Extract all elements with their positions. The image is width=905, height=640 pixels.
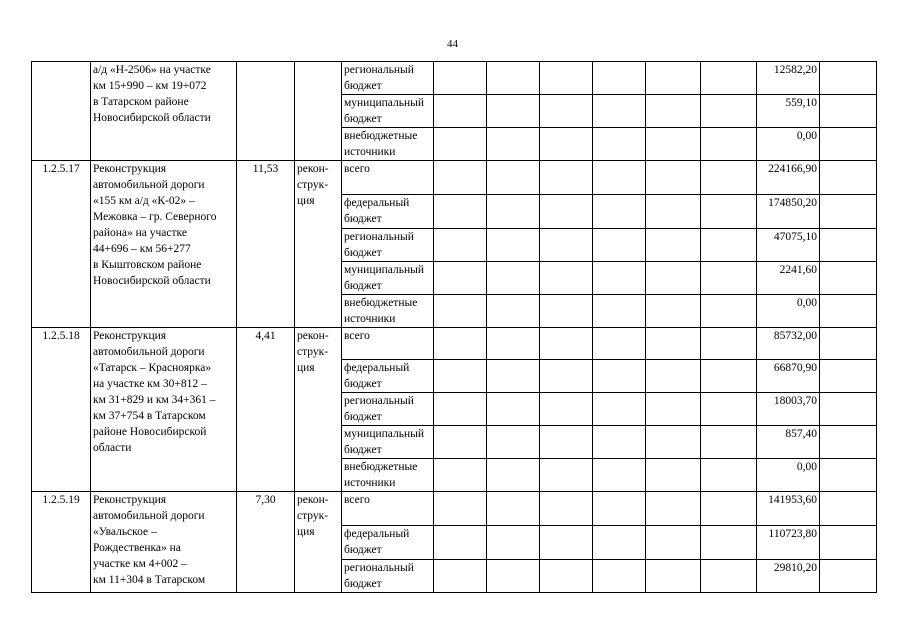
- amount-total: 85732,00: [757, 328, 820, 360]
- empty-cell: [646, 492, 701, 526]
- project-name: Реконструкция автомобильной дороги «Татарск – Красноярка» на участке км 30+812 – км 31+829 и км 34+361 – км 37+754 в Татарском районе Новосибирской области: [91, 328, 237, 492]
- empty-cell: [540, 161, 593, 195]
- empty-cell: [540, 426, 593, 459]
- funding-source: региональный бюджет: [342, 560, 434, 593]
- empty-cell: [593, 262, 646, 295]
- project-name: Реконструкция автомобильной дороги «Увальское – Рождественка» на участке км 4+002 – км 11+304 в Татарском: [91, 492, 237, 593]
- empty-cell: [820, 459, 877, 492]
- empty-cell: [593, 328, 646, 360]
- funding-source: федеральный бюджет: [342, 526, 434, 560]
- empty-cell: [434, 492, 487, 526]
- empty-cell: [593, 195, 646, 229]
- empty-cell: [487, 262, 540, 295]
- empty-cell: [487, 295, 540, 328]
- empty-cell: [701, 360, 757, 393]
- empty-cell: [434, 295, 487, 328]
- empty-cell: [701, 295, 757, 328]
- empty-cell: [487, 62, 540, 95]
- empty-cell: [434, 195, 487, 229]
- empty-cell: [701, 262, 757, 295]
- empty-cell: [820, 195, 877, 229]
- empty-cell: [540, 195, 593, 229]
- work-type: рекон- струк- ция: [295, 492, 342, 593]
- empty-cell: [540, 459, 593, 492]
- funding-source: всего: [342, 161, 434, 195]
- amount-total: 2241,60: [757, 262, 820, 295]
- amount-total: 29810,20: [757, 560, 820, 593]
- project-length: 4,41: [237, 328, 295, 492]
- project-name: Реконструкция автомобильной дороги «155 км а/д «К-02» – Межовка – гр. Северного района» на участке 44+696 – км 56+277 в Кыштовском районе Новосибирской области: [91, 161, 237, 328]
- empty-cell: [487, 426, 540, 459]
- funding-source: внебюджетные источники: [342, 459, 434, 492]
- empty-cell: [540, 262, 593, 295]
- empty-cell: [701, 492, 757, 526]
- empty-cell: [487, 393, 540, 426]
- empty-cell: [593, 560, 646, 593]
- empty-cell: [540, 526, 593, 560]
- empty-cell: [701, 62, 757, 95]
- empty-cell: [593, 360, 646, 393]
- empty-cell: [487, 161, 540, 195]
- empty-cell: [701, 195, 757, 229]
- table-row: [32, 62, 877, 95]
- work-type: [295, 62, 342, 161]
- empty-cell: [646, 393, 701, 426]
- amount-total: 857,40: [757, 426, 820, 459]
- empty-cell: [487, 459, 540, 492]
- empty-cell: [820, 62, 877, 95]
- empty-cell: [701, 161, 757, 195]
- empty-cell: [820, 229, 877, 262]
- empty-cell: [593, 526, 646, 560]
- empty-cell: [593, 426, 646, 459]
- empty-cell: [593, 95, 646, 128]
- funding-source: муниципальный бюджет: [342, 95, 434, 128]
- amount-total: 174850,20: [757, 195, 820, 229]
- page-number: 44: [447, 38, 458, 50]
- empty-cell: [434, 393, 487, 426]
- empty-cell: [487, 128, 540, 161]
- empty-cell: [434, 62, 487, 95]
- empty-cell: [540, 328, 593, 360]
- empty-cell: [540, 393, 593, 426]
- work-type: рекон- струк- ция: [295, 328, 342, 492]
- empty-cell: [434, 262, 487, 295]
- project-code: 1.2.5.17: [32, 161, 91, 328]
- empty-cell: [701, 526, 757, 560]
- empty-cell: [434, 229, 487, 262]
- empty-cell: [646, 262, 701, 295]
- funding-source: всего: [342, 328, 434, 360]
- empty-cell: [487, 526, 540, 560]
- table-row: [32, 161, 877, 195]
- amount-total: 66870,90: [757, 360, 820, 393]
- empty-cell: [701, 560, 757, 593]
- empty-cell: [646, 426, 701, 459]
- empty-cell: [434, 95, 487, 128]
- funding-source: региональный бюджет: [342, 229, 434, 262]
- funding-source: региональный бюджет: [342, 393, 434, 426]
- empty-cell: [820, 161, 877, 195]
- empty-cell: [820, 328, 877, 360]
- empty-cell: [593, 62, 646, 95]
- amount-total: 0,00: [757, 295, 820, 328]
- empty-cell: [701, 393, 757, 426]
- empty-cell: [701, 128, 757, 161]
- funding-source: муниципальный бюджет: [342, 262, 434, 295]
- empty-cell: [487, 229, 540, 262]
- empty-cell: [487, 492, 540, 526]
- amount-total: 47075,10: [757, 229, 820, 262]
- empty-cell: [540, 95, 593, 128]
- empty-cell: [646, 295, 701, 328]
- amount-total: 0,00: [757, 128, 820, 161]
- empty-cell: [646, 560, 701, 593]
- empty-cell: [820, 95, 877, 128]
- empty-cell: [540, 62, 593, 95]
- empty-cell: [487, 95, 540, 128]
- empty-cell: [434, 161, 487, 195]
- empty-cell: [646, 459, 701, 492]
- amount-total: 0,00: [757, 459, 820, 492]
- project-name: а/д «Н-2506» на участке км 15+990 – км 19+072 в Татарском районе Новосибирской области: [91, 62, 237, 161]
- project-length: 11,53: [237, 161, 295, 328]
- project-length: [237, 62, 295, 161]
- empty-cell: [820, 393, 877, 426]
- amount-total: 18003,70: [757, 393, 820, 426]
- empty-cell: [434, 459, 487, 492]
- empty-cell: [487, 195, 540, 229]
- empty-cell: [646, 128, 701, 161]
- empty-cell: [646, 229, 701, 262]
- empty-cell: [646, 161, 701, 195]
- empty-cell: [540, 229, 593, 262]
- empty-cell: [646, 62, 701, 95]
- empty-cell: [593, 161, 646, 195]
- amount-total: 559,10: [757, 95, 820, 128]
- empty-cell: [593, 459, 646, 492]
- empty-cell: [646, 360, 701, 393]
- empty-cell: [820, 295, 877, 328]
- empty-cell: [820, 492, 877, 526]
- empty-cell: [434, 328, 487, 360]
- funding-source: федеральный бюджет: [342, 360, 434, 393]
- empty-cell: [646, 328, 701, 360]
- empty-cell: [646, 95, 701, 128]
- empty-cell: [540, 128, 593, 161]
- funding-source: региональный бюджет: [342, 62, 434, 95]
- empty-cell: [593, 492, 646, 526]
- funding-source: муниципальный бюджет: [342, 426, 434, 459]
- empty-cell: [593, 128, 646, 161]
- empty-cell: [540, 360, 593, 393]
- project-code: 1.2.5.19: [32, 492, 91, 593]
- empty-cell: [487, 360, 540, 393]
- empty-cell: [487, 560, 540, 593]
- empty-cell: [540, 560, 593, 593]
- table-row: [32, 492, 877, 526]
- empty-cell: [487, 328, 540, 360]
- project-code: [32, 62, 91, 161]
- empty-cell: [434, 128, 487, 161]
- empty-cell: [820, 560, 877, 593]
- amount-total: 110723,80: [757, 526, 820, 560]
- project-length: 7,30: [237, 492, 295, 593]
- table-row: [32, 328, 877, 360]
- empty-cell: [434, 526, 487, 560]
- empty-cell: [701, 328, 757, 360]
- amount-total: 141953,60: [757, 492, 820, 526]
- empty-cell: [434, 360, 487, 393]
- amount-total: 224166,90: [757, 161, 820, 195]
- empty-cell: [701, 229, 757, 262]
- empty-cell: [820, 262, 877, 295]
- empty-cell: [701, 459, 757, 492]
- empty-cell: [820, 360, 877, 393]
- empty-cell: [593, 229, 646, 262]
- empty-cell: [593, 393, 646, 426]
- table-body: [32, 62, 877, 593]
- empty-cell: [434, 426, 487, 459]
- empty-cell: [646, 526, 701, 560]
- empty-cell: [820, 128, 877, 161]
- empty-cell: [434, 560, 487, 593]
- empty-cell: [540, 492, 593, 526]
- empty-cell: [646, 195, 701, 229]
- empty-cell: [701, 426, 757, 459]
- empty-cell: [701, 95, 757, 128]
- funding-source: всего: [342, 492, 434, 526]
- empty-cell: [820, 426, 877, 459]
- funding-source: внебюджетные источники: [342, 128, 434, 161]
- empty-cell: [820, 526, 877, 560]
- amount-total: 12582,20: [757, 62, 820, 95]
- work-type: рекон- струк- ция: [295, 161, 342, 328]
- empty-cell: [540, 295, 593, 328]
- program-table: [31, 61, 877, 593]
- funding-source: внебюджетные источники: [342, 295, 434, 328]
- empty-cell: [593, 295, 646, 328]
- project-code: 1.2.5.18: [32, 328, 91, 492]
- funding-source: федеральный бюджет: [342, 195, 434, 229]
